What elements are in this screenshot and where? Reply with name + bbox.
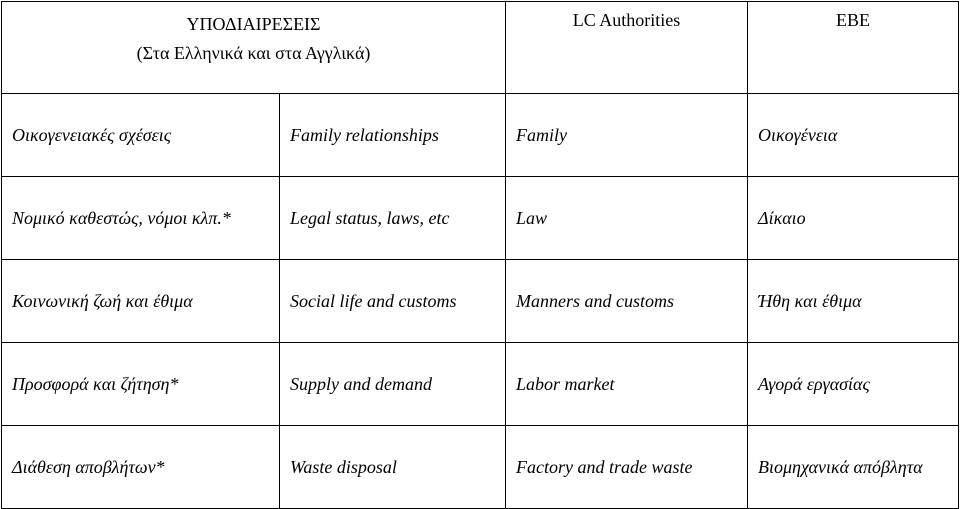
header-row [2,2,959,94]
cell-ebe: Ήθη και έθιμα [748,260,959,343]
cell-ebe: Οικογένεια [748,94,959,177]
cell-english: Waste disposal [280,426,506,509]
cell-greek: Προσφορά και ζήτηση* [2,343,280,426]
table-row [2,426,959,509]
cell-greek: Κοινωνική ζωή και έθιμα [2,260,280,343]
cell-lc: Family [506,94,748,177]
cell-lc: Factory and trade waste [506,426,748,509]
table-row [2,177,959,260]
cell-english: Legal status, laws, etc [280,177,506,260]
cell-ebe: Αγορά εργασίας [748,343,959,426]
cell-lc: Labor market [506,343,748,426]
cell-greek: Νομικό καθεστώς, νόμοι κλπ.* [2,177,280,260]
header-lc-authorities: LC Authorities [506,2,748,94]
table-row [2,343,959,426]
table-row [2,260,959,343]
header-ebe: EBE [748,2,959,94]
header-subdivisions [2,2,506,94]
cell-english: Family relationships [280,94,506,177]
cell-ebe: Βιομηχανικά απόβλητα [748,426,959,509]
cell-lc: Manners and customs [506,260,748,343]
subject-headings-table [1,1,959,509]
header-subdivisions-title: ΥΠΟΔΙΑΙΡΕΣΕΙΣ [186,14,321,34]
cell-greek: Οικογενειακές σχέσεις [2,94,280,177]
cell-english: Social life and customs [280,260,506,343]
table-row [2,94,959,177]
cell-ebe: Δίκαιο [748,177,959,260]
header-subdivisions-subtitle: (Στα Ελληνικά και στα Αγγλικά) [136,43,371,63]
cell-english: Supply and demand [280,343,506,426]
cell-greek: Διάθεση αποβλήτων* [2,426,280,509]
cell-lc: Law [506,177,748,260]
